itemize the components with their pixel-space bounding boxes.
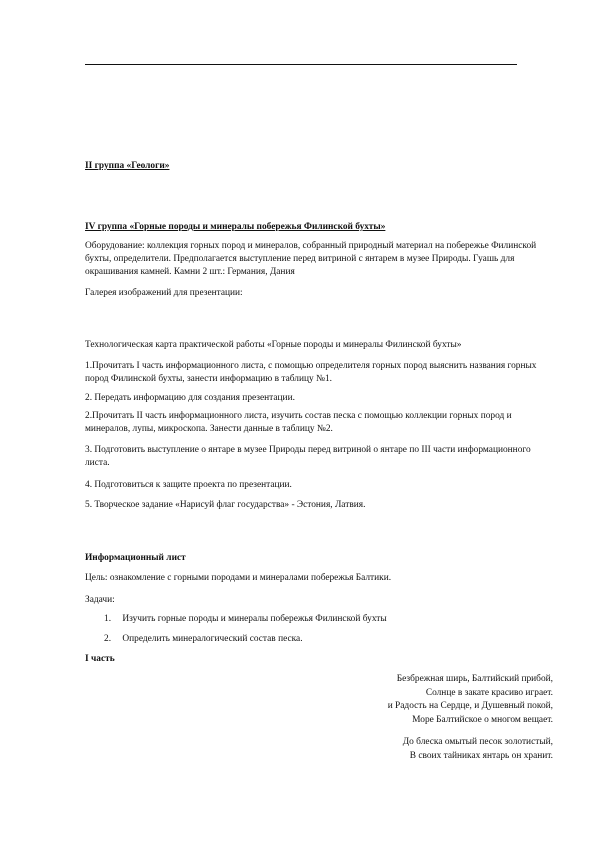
task-text: Определить минералогический состав песка. (122, 634, 303, 644)
poem-line: Безбрежная ширь, Балтийский прибой, (396, 674, 553, 684)
gallery-paragraph: Галерея изображений для презентации: (85, 288, 243, 298)
step-6: 5. Творческое задание «Нарисуй флаг государства» - Эстония, Латвия. (85, 500, 366, 510)
step-2: 2. Передать информацию для создания презентации. (85, 393, 295, 403)
poem-stanza-1 (253, 673, 553, 728)
poem-line: Море Балтийское о многом вещает. (412, 714, 553, 725)
poem-line: и Радость на Сердце, и Душевный покой, (387, 701, 553, 712)
step-1: 1.Прочитать I часть информационного листа, с помощью определителя горных пород выяснить названия горных пород Филинской бухты, занести информацию в таблицу №1. (85, 361, 537, 385)
equipment-paragraph: Оборудование: коллекция горных пород и минералов, собранный природный материал на побережье Филинской бухты, определители. Предполагается выступление перед витриной с янтарем в музее Природы. Гуашь для окрашивания камней. Камни 2 шт.: Германия, Дания (85, 241, 537, 278)
part1-heading: I часть (85, 654, 115, 664)
group4-heading: IV группа «Горные породы и минералы побережья Филинской бухты» (85, 222, 386, 232)
goal-paragraph: Цель: ознакомление с горными породами и минералами побережья Балтики. (85, 573, 392, 583)
task-number: 1. (104, 614, 112, 624)
poem-line: В своих тайниках янтарь он хранит. (409, 750, 553, 761)
tasks-label: Задачи: (85, 595, 115, 605)
poem-stanza-2 (253, 736, 553, 763)
task-item (104, 633, 544, 646)
task-number: 2. (104, 634, 112, 644)
info-sheet-heading: Информационный лист (85, 553, 186, 563)
group2-heading: II группа «Геологи» (85, 161, 170, 171)
poem-line: До блеска омытый песок золотистый, (402, 737, 553, 747)
task-item (104, 613, 544, 626)
step-4: 3. Подготовить выступление о янтаре в музее Природы перед витриной о янтаре по III части информационного листа. (85, 445, 531, 469)
tech-card-title: Технологическая карта практической работы «Горные породы и минералы Филинской бухты» (85, 340, 462, 350)
task-text: Изучить горные породы и минералы побережья Филинской бухты (122, 614, 387, 624)
step-5: 4. Подготовиться к защите проекта по презентации. (85, 480, 292, 490)
step-3: 2.Прочитать II часть информационного листа, изучить состав песка с помощью коллекции горных пород и минералов, лупы, микроскопа. Занести данные в таблицу №2. (85, 411, 512, 435)
top-horizontal-rule (85, 64, 517, 65)
poem-line: Солнце в закате красиво играет. (425, 687, 553, 698)
